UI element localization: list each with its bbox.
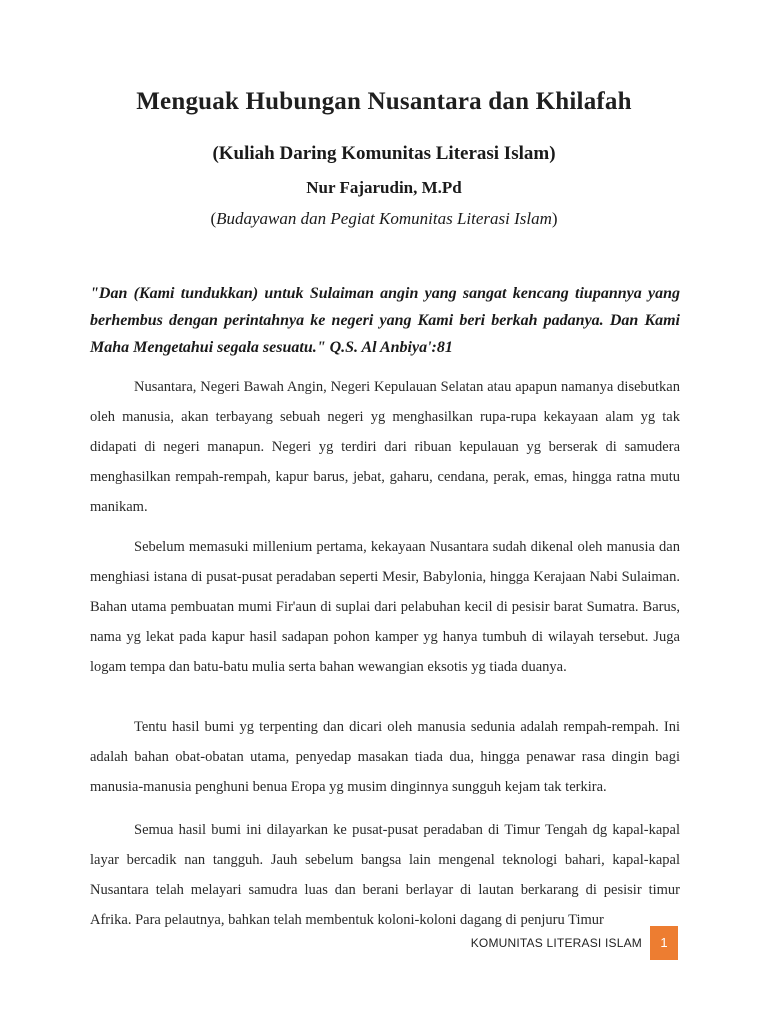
- opening-quote: "Dan (Kami tundukkan) untuk Sulaiman angin yang sangat kencang tiupannya yang berhembus dengan perintahnya ke negeri yang Kami beri berkah padanya. Dan Kami Maha Mengetahui segala sesuatu." Q.S. Al Anbiya':81: [90, 285, 680, 356]
- author-affiliation: [0, 209, 768, 229]
- document-subtitle: (Kuliah Daring Komunitas Literasi Islam): [212, 143, 556, 164]
- affiliation-open-paren: (: [210, 209, 217, 228]
- body-paragraph-4: Semua hasil bumi ini dilayarkan ke pusat-pusat peradaban di Timur Tengah dg kapal-kapal layar bercadik nan tangguh. Jauh sebelum bangsa lain mengenal teknologi bahari, kapal-kapal Nusantara telah melayari samudra luas dan berani berlayar di lautan berkarang di pesisir timur Afrika. Para pelautnya, bahkan telah membentuk koloni-koloni dagang di penjuru Timur: [90, 822, 680, 928]
- body-paragraph-3: Tentu hasil bumi yg terpenting dan dicari oleh manusia sedunia adalah rempah-rempah. Ini adalah bahan obat-obatan utama, penyedap masakan tiada dua, hingga penawar rasa dingin bagi manusia-manusia penghuni benua Eropa yg musim dinginnya sungguh kejam tak terkira.: [90, 719, 680, 795]
- footer-label: KOMUNITAS LITERASI ISLAM: [470, 936, 642, 950]
- affiliation-close-paren: ): [551, 209, 558, 228]
- document-title: Menguak Hubungan Nusantara dan Khilafah: [136, 88, 632, 115]
- page-number-badge: 1: [650, 926, 678, 960]
- author-name: Nur Fajarudin, M.Pd: [306, 178, 462, 197]
- body-paragraph-2: Sebelum memasuki millenium pertama, kekayaan Nusantara sudah dikenal oleh manusia dan menghiasi istana di pusat-pusat peradaban seperti Mesir, Babylonia, hingga Kerajaan Nabi Sulaiman. Bahan utama pembuatan mumi Fir'aun di suplai dari pelabuhan kecil di pesisir barat Sumatra. Barus, nama yg lekat pada kapur hasil sadapan pohon kamper yg hanya tumbuh di wilayah tersebut. Juga logam tempa dan batu-batu mulia serta bahan wewangian eksotis yg tiada duanya.: [90, 539, 680, 675]
- body-paragraph-1: Nusantara, Negeri Bawah Angin, Negeri Kepulauan Selatan atau apapun namanya disebutkan oleh manusia, akan terbayang sebuah negeri yg menghasilkan rupa-rupa kekayaan alam yg tak didapati di negeri manapun. Negeri yg terdiri dari ribuan kepulauan yg berserak di samudera menghasilkan rempah-rempah, kapur barus, jebat, gaharu, cendana, perak, emas, hingga ratna mutu manikam.: [90, 379, 680, 515]
- affiliation-text: Budayawan dan Pegiat Komunitas Literasi Islam: [216, 209, 552, 228]
- page-footer: [0, 926, 768, 962]
